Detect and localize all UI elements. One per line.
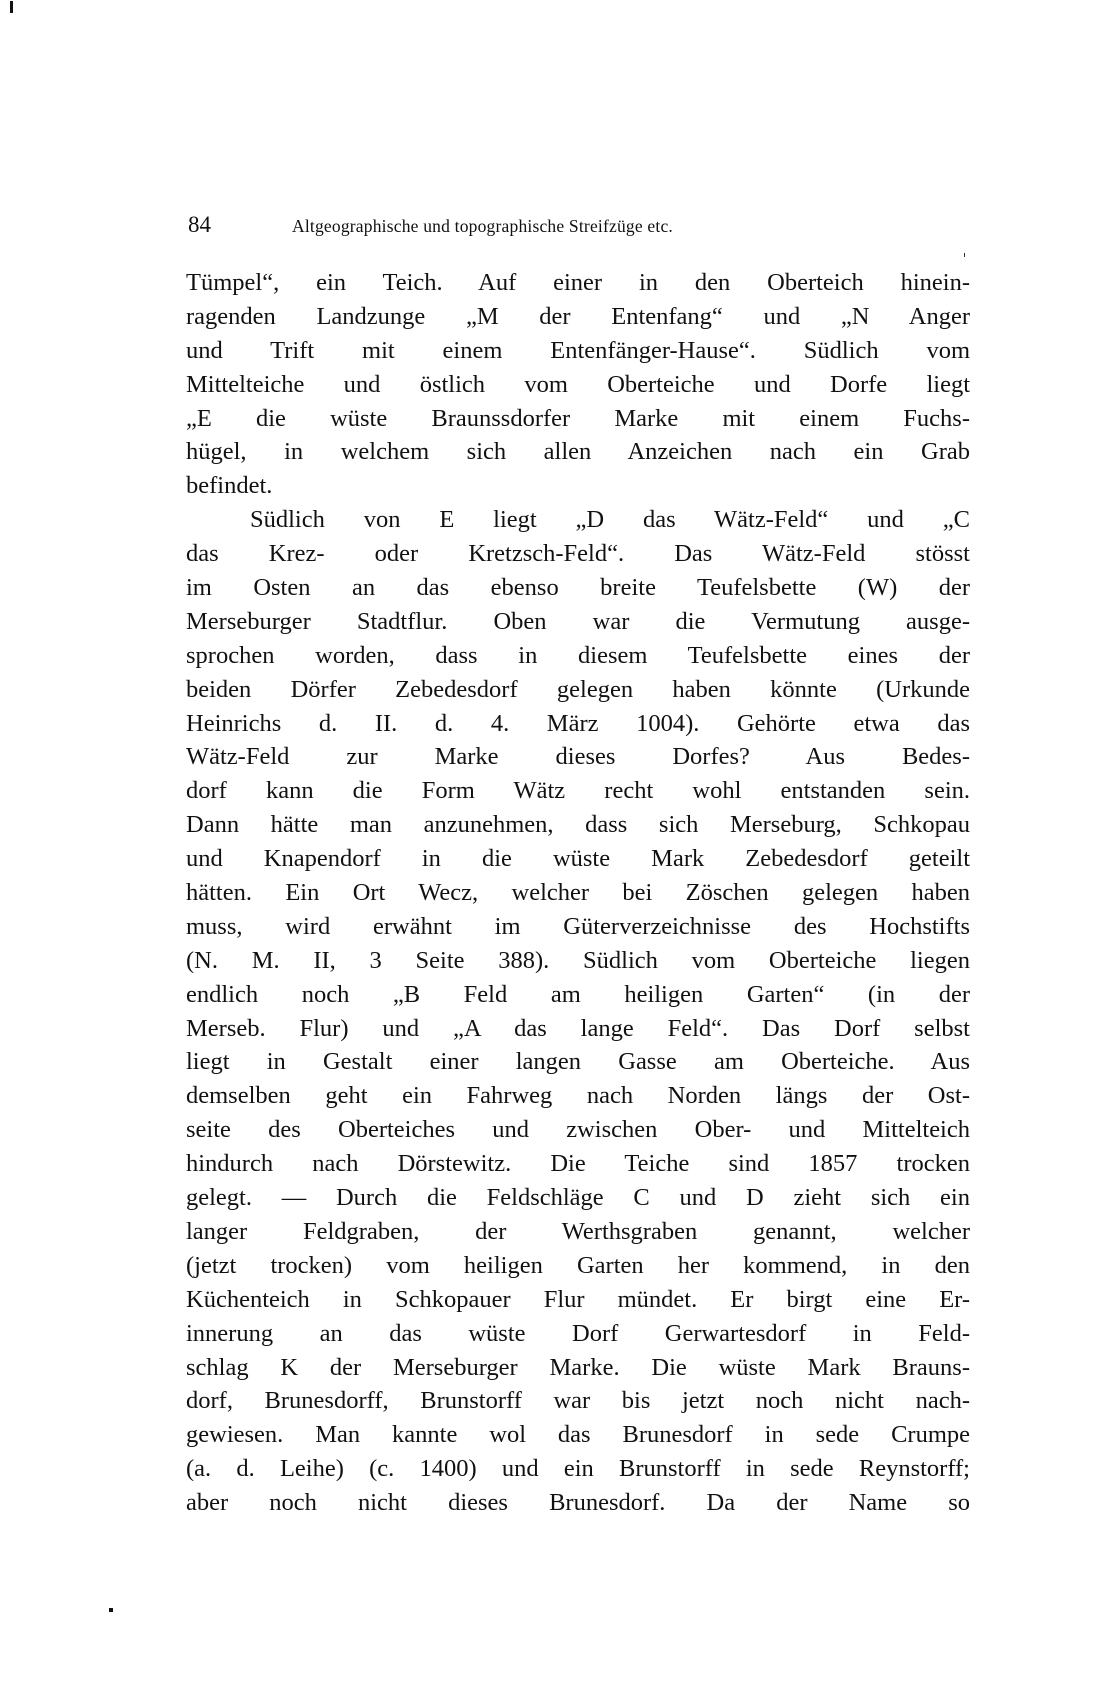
text-line: das Krez- oder Kretzsch-Feld“. Das Wätz-Feld stösst xyxy=(186,540,970,568)
text-line: Mittelteiche und östlich vom Oberteiche und Dorfe liegt xyxy=(186,370,970,398)
text-line: langer Feldgraben, der Werthsgraben genannt, welcher xyxy=(186,1217,970,1245)
text-line: sprochen worden, dass in diesem Teufelsbette eines der xyxy=(186,641,970,669)
text-line: befindet. xyxy=(186,472,273,500)
text-line: gewiesen. Man kannte wol das Brunesdorf in sede Crumpe xyxy=(186,1421,970,1449)
text-line: Dann hätte man anzunehmen, dass sich Merseburg, Schkopau xyxy=(186,811,970,839)
text-line: und Knapendorf in die wüste Mark Zebedesdorf geteilt xyxy=(186,845,970,873)
text-line: (N. M. II, 3 Seite 388). Südlich vom Oberteiche liegen xyxy=(186,946,970,974)
text-line: hätten. Ein Ort Wecz, welcher bei Zöschen gelegen haben xyxy=(186,879,970,907)
text-line: seite des Oberteiches und zwischen Ober- und Mittelteich xyxy=(186,1116,970,1144)
page-header xyxy=(188,212,968,242)
text-line: Heinrichs d. II. d. 4. März 1004). Gehörte etwa das xyxy=(186,709,970,737)
text-line: (a. d. Leihe) (c. 1400) und ein Brunstorff in sede Reynstorff; xyxy=(186,1455,970,1483)
text-line: ragenden Landzunge „M der Entenfang“ und „N Anger xyxy=(186,302,970,330)
text-line: schlag K der Merseburger Marke. Die wüste Mark Brauns- xyxy=(186,1353,970,1381)
text-line: „E die wüste Braunssdorfer Marke mit einem Fuchs- xyxy=(186,404,970,432)
text-line: Merseburger Stadtflur. Oben war die Vermutung ausge- xyxy=(186,607,970,635)
text-line: aber noch nicht dieses Brunesdorf. Da der Name so xyxy=(186,1489,970,1517)
text-line: Wätz-Feld zur Marke dieses Dorfes? Aus Bedes- xyxy=(186,743,970,771)
text-line: Südlich von E liegt „D das Wätz-Feld“ und „C xyxy=(250,506,970,534)
text-line: (jetzt trocken) vom heiligen Garten her kommend, in den xyxy=(186,1251,970,1279)
text-line: und Trift mit einem Entenfänger-Hause“. Südlich vom xyxy=(186,336,970,364)
text-line: beiden Dörfer Zebedesdorf gelegen haben könnte (Urkunde xyxy=(186,675,970,703)
text-line: gelegt. — Durch die Feldschläge C und D zieht sich ein xyxy=(186,1184,970,1212)
body-text xyxy=(186,266,970,1520)
text-line: endlich noch „B Feld am heiligen Garten“ (in der xyxy=(186,980,970,1008)
running-title: Altgeographische und topographische Streifzüge etc. xyxy=(292,216,673,236)
text-line: Merseb. Flur) und „A das lange Feld“. Das Dorf selbst xyxy=(186,1014,970,1042)
text-line: liegt in Gestalt einer langen Gasse am Oberteiche. Aus xyxy=(186,1048,970,1076)
page-number: 84 xyxy=(188,212,211,237)
text-line: Küchenteich in Schkopauer Flur mündet. Er birgt eine Er- xyxy=(186,1285,970,1313)
text-line: im Osten an das ebenso breite Teufelsbette (W) der xyxy=(186,574,970,602)
text-line: innerung an das wüste Dorf Gerwartesdorf in Feld- xyxy=(186,1319,970,1347)
text-line: muss, wird erwähnt im Güterverzeichnisse des Hochstifts xyxy=(186,912,970,940)
text-line: hindurch nach Dörstewitz. Die Teiche sind 1857 trocken xyxy=(186,1150,970,1178)
text-line: dorf kann die Form Wätz recht wohl entstanden sein. xyxy=(186,777,970,805)
text-line: dorf, Brunesdorff, Brunstorff war bis jetzt noch nicht nach- xyxy=(186,1387,970,1415)
text-line: hügel, in welchem sich allen Anzeichen nach ein Grab xyxy=(186,438,970,466)
scan-edge-mark xyxy=(10,1,13,13)
text-line: Tümpel“, ein Teich. Auf einer in den Oberteich hinein- xyxy=(186,269,970,296)
scan-dot xyxy=(109,1608,113,1612)
scan-speck xyxy=(964,253,965,257)
text-line: demselben geht ein Fahrweg nach Norden längs der Ost- xyxy=(186,1082,970,1110)
